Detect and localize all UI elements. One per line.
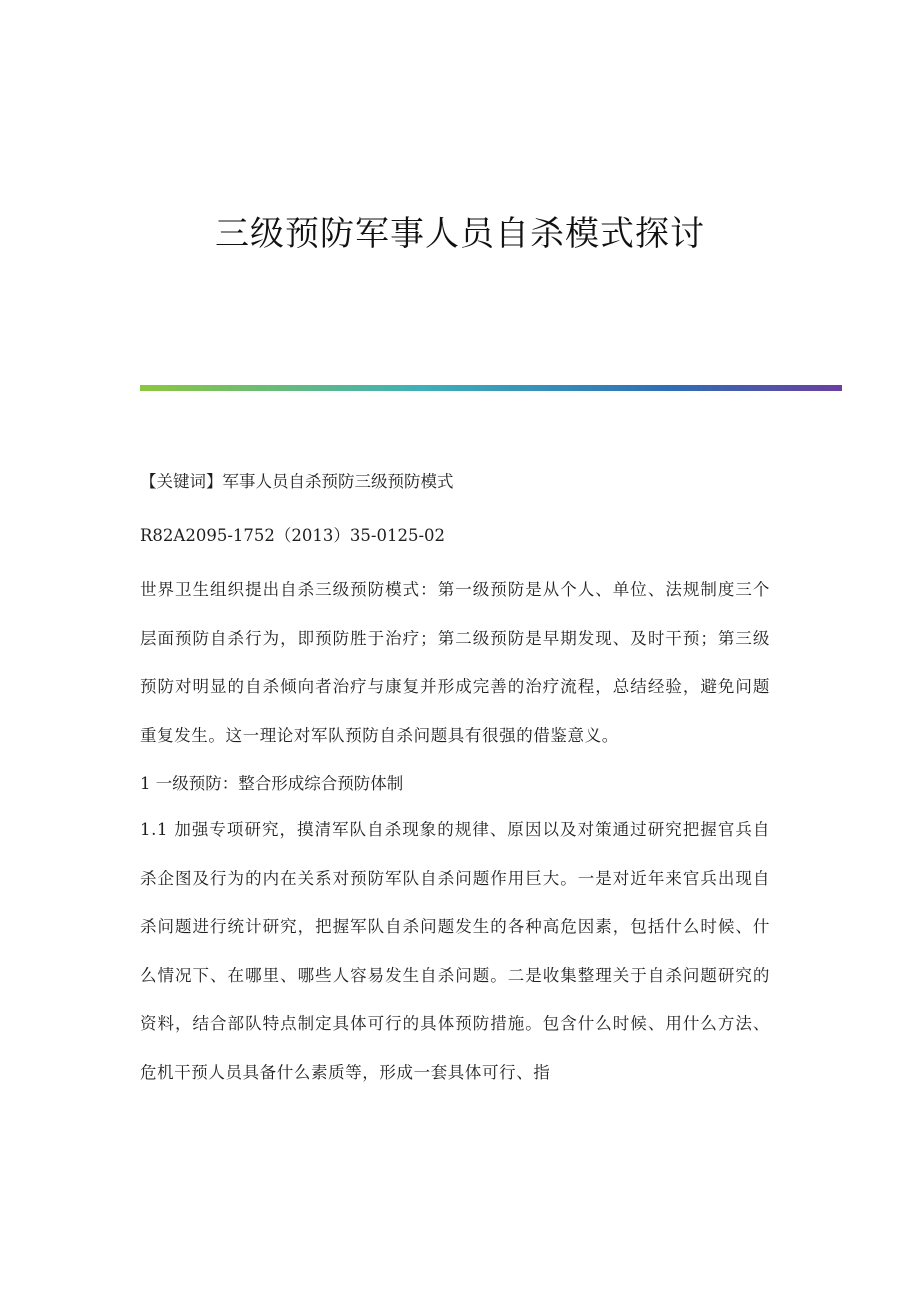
intro-paragraph: 世界卫生组织提出自杀三级预防模式：第一级预防是从个人、单位、法规制度三个层面预防自杀行为，即预防胜于治疗；第二级预防是早期发现、及时干预；第三级预防对明显的自杀倾向者治疗与康复并形成完善的治疗流程，总结经验，避免问题重复发生。这一理论对军队预防自杀问题具有很强的借鉴意义。 (140, 580, 770, 745)
document-title: 三级预防军事人员自杀模式探讨 (215, 214, 705, 254)
keywords-line: 【关键词】军事人员自杀预防三级预防模式 (140, 472, 454, 491)
section-heading: 1 一级预防：整合形成综合预防体制 (140, 774, 404, 793)
section-paragraph: 1.1 加强专项研究，摸清军队自杀现象的规律、原因以及对策通过研究把握官兵自杀企图及行为的内在关系对预防军队自杀问题作用巨大。一是对近年来官兵出现自杀问题进行统计研究，把握军队自杀问题发生的各种高危因素，包括什么时候、什么情况下、在哪里、哪些人容易发生自杀问题。二是收集整理关于自杀问题研究的资料，结合部队特点制定具体可行的具体预防措施。包含什么时候、用什么方法、危机干预人员具备什么素质等，形成一套具体可行、指 (140, 820, 770, 1082)
document-body (140, 466, 770, 1105)
title-divider (140, 385, 842, 391)
classification-code: R82A2095-1752（2013）35-0125-02 (140, 526, 446, 545)
